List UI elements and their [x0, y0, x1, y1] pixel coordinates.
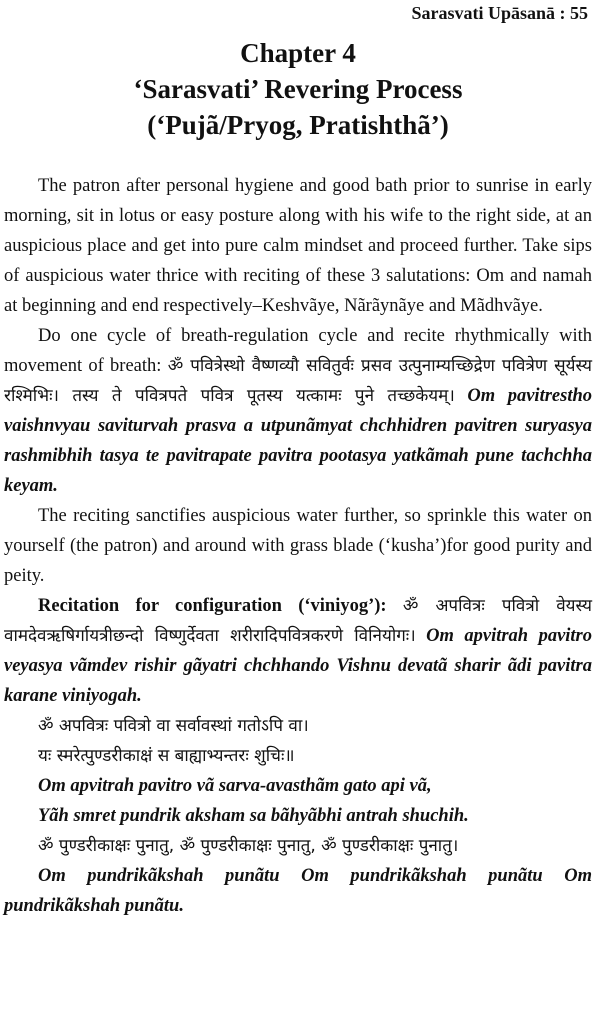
verse-line-4: Yãh smret pundrik aksham sa bãhyãbhi antrah shuchih. — [38, 806, 469, 826]
paragraph-2 — [4, 321, 592, 501]
verse-line-3: Om apvitrah pavitro vã sarva-avasthãm gato api vã, — [38, 776, 432, 796]
paragraph-4 — [4, 591, 592, 711]
chapter-name: ‘Sarasvati’ Revering Process — [133, 74, 463, 104]
paragraph-4-label: Recitation for configuration (‘viniyog’): — [38, 596, 403, 616]
verse-line-6: Om pundrikãkshah punãtu Om pundrikãkshah punãtu Om pundrikãkshah punãtu. — [4, 866, 592, 916]
body-text — [4, 171, 592, 921]
paragraph-4-sanskrit: ॐ अपवित्रः पवित्रो वेयस्य वामदेवऋषिर्गायत्रीछन्दो विष्णुर्देवता शरीरादिपवित्रकरणे विनियोगः। — [4, 596, 592, 646]
paragraph-3: The reciting sanctifies auspicious water further, so sprinkle this water on yourself (the patron) and around with grass blade (‘kusha’)for good purity and peity. — [4, 506, 592, 586]
running-head: Sarasvati Upāsanā : 55 — [411, 3, 588, 23]
chapter-number: Chapter 4 — [240, 38, 356, 68]
verse-line-5: ॐ पुण्डरीकाक्षः पुनातु, ॐ पुण्डरीकाक्षः पुनातु, ॐ पुण्डरीकाक्षः पुनातु। — [38, 836, 459, 856]
paragraph-2-sanskrit: ॐ पवित्रेस्थो वैष्णव्यौ सवितुर्वः प्रसव उत्पुनाम्यच्छिद्रेण पवित्रेण सूर्यस्य रश्मिभिः। तस्य ते पवित्रपते पवित्र पूतस्य यत्कामः पुने तच्छकेयम्। — [4, 356, 592, 406]
chapter-title — [4, 35, 592, 143]
verse-line-2: यः स्मरेत्पुण्डरीकाक्षं स बाह्याभ्यन्तरः शुचिः॥ — [38, 746, 295, 766]
chapter-subtitle: (‘Pujã/Pryog, Pratishthã’) — [147, 110, 449, 140]
paragraph-2-transliteration: Om pavitrestho vaishnvyau saviturvah prasva a utpunãmyat chchhidren pavitren suryasya rashmibhih tasya te pavitrapate pavitra pootasya yatkãmah pune tachchha keyam. — [4, 386, 593, 496]
verse-line-1: ॐ अपवित्रः पवित्रो वा सर्वावस्थां गतोऽपि वा। — [38, 716, 309, 736]
paragraph-1: The patron after personal hygiene and good bath prior to sunrise in early morning, sit in lotus or easy posture along with his wife to the right side, at an auspicious place and get into pure calm mindset and proceed further. Take sips of auspicious water thrice with reciting of these 3 salutations: Om and namah at beginning and end respectively–Keshvãye, Nãrãynãye and Mãdhvãye. — [4, 176, 592, 316]
paragraph-2-intro: Do one cycle of breath-regulation cycle and recite rhythmically with movement of breath: — [4, 326, 592, 376]
paragraph-4-transliteration: Om apvitrah pavitro veyasya vãmdev rishir gãyatri chchhando Vishnu devatã sharir ãdi pavitra karane viniyogah. — [4, 626, 593, 706]
